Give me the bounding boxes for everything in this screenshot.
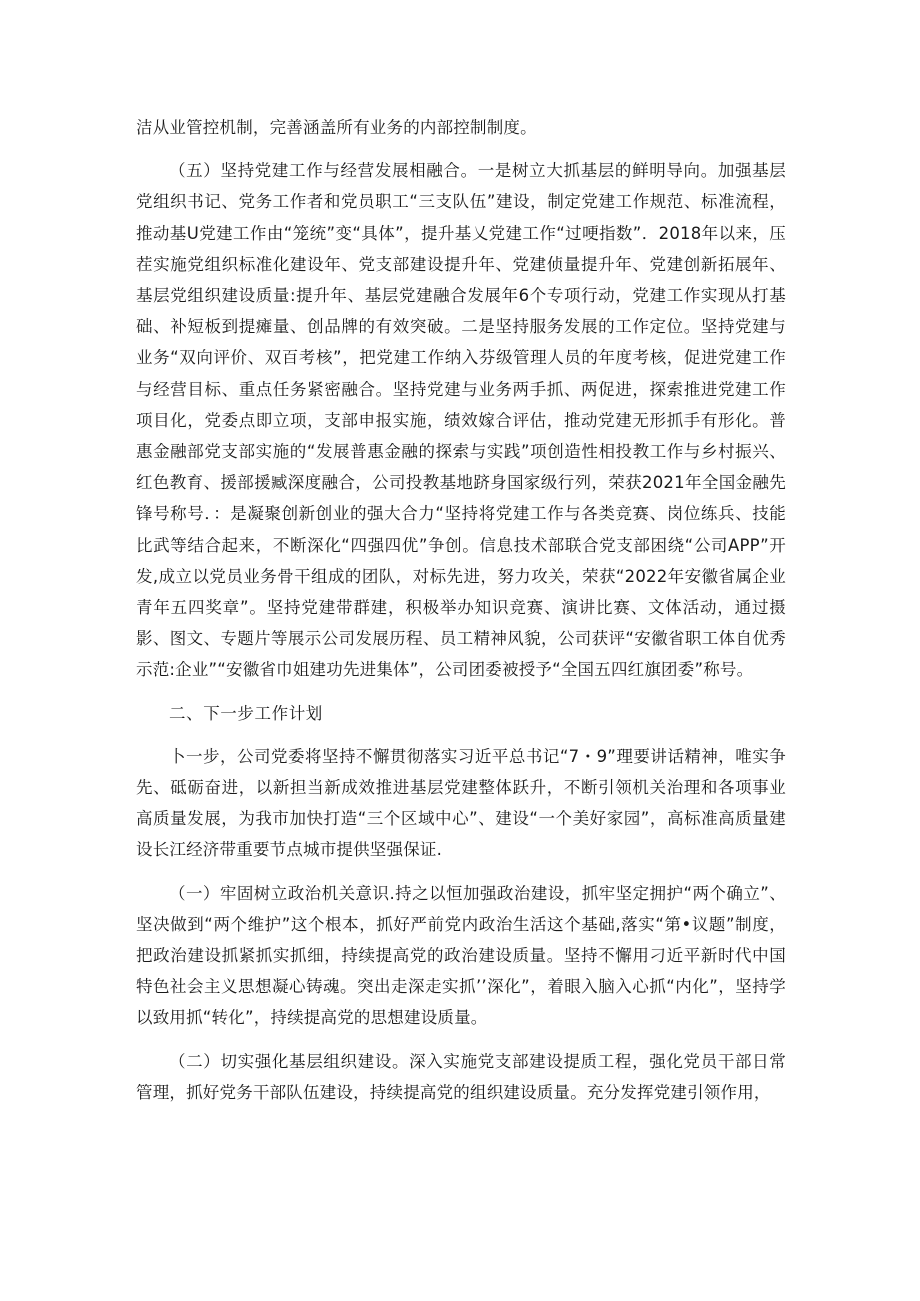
paragraph-continuation: 洁从业管控机制，完善涵盖所有业务的内部控制制度。	[136, 118, 537, 137]
paragraph-next-step-intro: 卜一步，公司党委将坚持不懈贯彻落实习近平总书记“7・9”理要讲话精神，唯实争先、砥砺奋进，以新担当新成效推进基层党建整体跃升，不断引领机关治理和各项事业高质量发展，为我市加快打造“三个区域中心”、建设“一个美好家园”，高标准高质量建设长江经济带重要节点城市提供坚强保证.	[136, 746, 786, 860]
paragraph-item-1: （一）牢固树立政治机关意识.持之以恒加强政治建设，抓牢坚定拥护“两个确立”、坚决做到“两个维护”这个根本，抓好严前党内政治生活这个基础,落实“第•议题”制度，把政治建设抓紧抓实抓细，持续提高党的政治建设质量。坚持不懈用刁近平新时代中国特色社会主义思想凝心铸魂。突出走深走实抓’’深化”，着眼入脑入心抓“内化”，坚持学以致用抓“转化”，持续提高党的思想建设质量。	[136, 883, 786, 1028]
section-heading-next-plan: 二、下一步工作计划	[169, 703, 323, 723]
paragraph-section-5: （五）坚持党建工作与经营发展相融合。一是树立大抓基层的鲜明导向。加强基层党组织书记、党务工作者和党员职工“三支队伍”建设，制定党建工作规范、标准流程，推动基U党建工作由“笼统”变“具体”，提升基乂党建工作“过哽指数”．2018年以来，压茬实施党组织标准化建设年、党支部建设提升年、党建侦量提升年、党建创新拓展年、基层党组织建设质量:提升年、基层党建融合发展年6个专项行动，党建工作实现从打基础、补短板到提瘫量、创品牌的有效突破。二是坚持服务发展的工作定位。坚持党建与业务“双向评价、双百考核”，把党建工作纳入芬级管理人员的年度考核，促进党建工作与经营目标、重点任务紧密融合。坚持党建与业务两手抓、两促进，探索推进党建工作项目化，党委点即立项，支部申报实施，绩效嫁合评估，推动党建无形抓手有形化。普惠金融部党支部实施的“发展普惠金融的探索与实践”项创造性相投教工作与乡村振兴、红色教育、援部援臧深度融合，公司投教基地跻身国家级行列，荣获2021年全国金融先锋号称号．：是凝聚创新创业的强大合力“坚持将党建工作与各类竞赛、岗位练兵、技能比武等结合起来，不断深化“四强四优”争创。信息技术部联合党支部困绕“公司APP”开发,成立以党员业务骨干组成的团队，对标先进，努力攻关，荣获“2022年安徽省属企业青年五四奖章”。坚持党建带群建，积极举办知识竞赛、演讲比赛、文体活动，通过摄影、图文、专题片等展示公司发展历程、员工精神风貌，公司获评“安徽省职工体自优秀示范:企业”“安徽省巾姐建功先进集体”，公司团委被授予“全国五四红旗团委”称号。	[136, 161, 786, 680]
paragraph-item-2: （二）切实强化基层组织建设。深入实施党支部建设提质工程，强化党员干部日常管理，抓好党务干部队伍建设，持续提高党的组织建设质量。充分发挥党建引领作用，	[136, 1051, 786, 1102]
document-body	[136, 112, 786, 1108]
